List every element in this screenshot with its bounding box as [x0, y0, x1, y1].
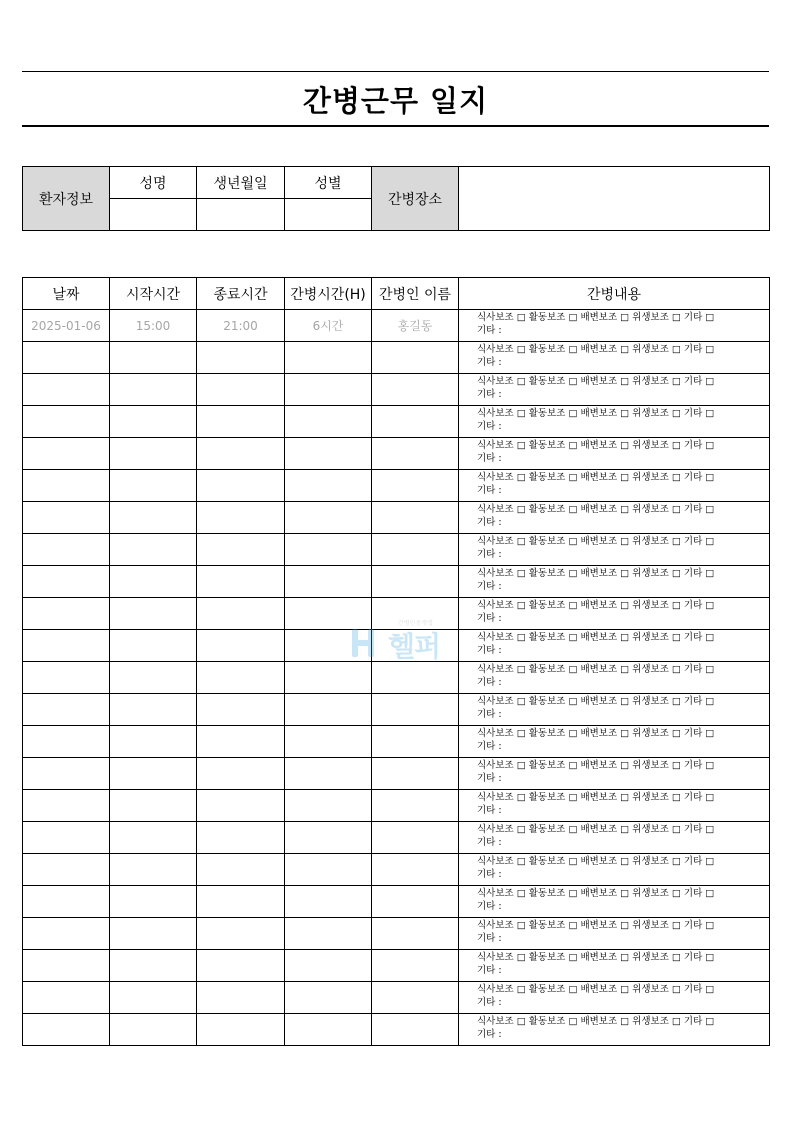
end-time-cell[interactable] — [197, 470, 285, 502]
care-content-cell[interactable] — [459, 726, 770, 758]
date-cell[interactable] — [23, 950, 110, 982]
other-note-label: 기타 : — [477, 357, 502, 368]
start-time-cell[interactable] — [110, 886, 197, 918]
watermark-text: 헬퍼 — [388, 630, 441, 663]
end-time-cell[interactable] — [197, 982, 285, 1014]
end-time-cell[interactable] — [197, 918, 285, 950]
date-cell[interactable] — [23, 406, 110, 438]
end-time-cell[interactable] — [197, 822, 285, 854]
care-content-cell[interactable] — [459, 758, 770, 790]
caregiver-name-cell[interactable] — [372, 406, 459, 438]
end-time-cell[interactable] — [197, 598, 285, 630]
care-content-cell[interactable] — [459, 438, 770, 470]
header-care-content: 간병내용 — [459, 278, 770, 310]
other-note-label: 기타 : — [477, 581, 502, 592]
header-start-time: 시작시간 — [110, 278, 197, 310]
care-hours-cell[interactable] — [285, 662, 372, 694]
start-time-cell[interactable] — [110, 598, 197, 630]
end-time-cell[interactable] — [197, 886, 285, 918]
end-time-cell[interactable] — [197, 566, 285, 598]
end-time-cell[interactable] — [197, 374, 285, 406]
caregiver-name-cell[interactable] — [372, 950, 459, 982]
caregiver-name-cell[interactable] — [372, 438, 459, 470]
care-content-cell[interactable] — [459, 374, 770, 406]
date-cell[interactable] — [23, 726, 110, 758]
helper-logo-icon — [352, 629, 376, 657]
gender-field[interactable] — [285, 199, 372, 231]
name-label: 성명 — [110, 167, 197, 199]
caregiver-name-cell[interactable] — [372, 662, 459, 694]
date-cell[interactable] — [23, 854, 110, 886]
other-note-label: 기타 : — [477, 677, 502, 688]
care-content-cell[interactable] — [459, 406, 770, 438]
patient-info-table — [22, 166, 770, 231]
start-time-cell[interactable] — [110, 470, 197, 502]
start-time-cell[interactable] — [110, 438, 197, 470]
date-cell[interactable] — [23, 566, 110, 598]
care-content-cell[interactable] — [459, 342, 770, 374]
date-cell[interactable] — [23, 822, 110, 854]
watermark-logo — [350, 617, 450, 661]
other-note-label: 기타 : — [477, 421, 502, 432]
start-time-cell[interactable] — [110, 534, 197, 566]
other-note-label: 기타 : — [477, 613, 502, 624]
date-cell[interactable] — [23, 374, 110, 406]
care-type-options[interactable]: 식사보조 □ 활동보조 □ 배변보조 □ 위생보조 □ 기타 □ — [477, 408, 715, 419]
start-time-cell[interactable] — [110, 502, 197, 534]
date-cell[interactable] — [23, 982, 110, 1014]
care-content-cell[interactable] — [459, 534, 770, 566]
care-type-options[interactable]: 식사보조 □ 활동보조 □ 배변보조 □ 위생보조 □ 기타 □ — [477, 696, 715, 707]
care-content-cell[interactable] — [459, 470, 770, 502]
log-row — [23, 310, 770, 342]
end-time-cell[interactable] — [197, 758, 285, 790]
title-bar — [22, 71, 769, 127]
other-note-label: 기타 : — [477, 645, 502, 656]
care-content-cell[interactable] — [459, 854, 770, 886]
care-hours-cell[interactable] — [285, 502, 372, 534]
other-note-label: 기타 : — [477, 997, 502, 1008]
date-cell[interactable] — [23, 662, 110, 694]
date-cell[interactable] — [23, 534, 110, 566]
watermark-caption: 간병인중개앱 — [398, 620, 433, 627]
start-time-cell[interactable] — [110, 918, 197, 950]
log-row — [23, 758, 770, 790]
date-cell[interactable]: 2025-01-06 — [23, 310, 110, 342]
date-cell[interactable] — [23, 502, 110, 534]
care-type-options[interactable]: 식사보조 □ 활동보조 □ 배변보조 □ 위생보조 □ 기타 □ — [477, 664, 715, 675]
caregiver-name-cell[interactable]: 홍길동 — [372, 310, 459, 342]
caregiver-name-cell[interactable] — [372, 886, 459, 918]
care-type-options[interactable]: 식사보조 □ 활동보조 □ 배변보조 □ 위생보조 □ 기타 □ — [477, 632, 715, 643]
log-row — [23, 534, 770, 566]
care-content-cell[interactable] — [459, 566, 770, 598]
end-time-cell[interactable]: 21:00 — [197, 310, 285, 342]
start-time-cell[interactable] — [110, 854, 197, 886]
care-hours-cell[interactable] — [285, 438, 372, 470]
caregiver-name-cell[interactable] — [372, 374, 459, 406]
caregiver-name-cell[interactable] — [372, 470, 459, 502]
other-note-label: 기타 : — [477, 517, 502, 528]
care-hours-cell[interactable] — [285, 566, 372, 598]
care-hours-cell[interactable] — [285, 758, 372, 790]
care-content-cell[interactable] — [459, 1014, 770, 1046]
log-row — [23, 342, 770, 374]
care-type-options[interactable]: 식사보조 □ 활동보조 □ 배변보조 □ 위생보조 □ 기타 □ — [477, 600, 715, 611]
end-time-cell[interactable] — [197, 534, 285, 566]
name-field[interactable] — [110, 199, 197, 231]
end-time-cell[interactable] — [197, 694, 285, 726]
care-hours-cell[interactable] — [285, 534, 372, 566]
care-hours-cell[interactable] — [285, 886, 372, 918]
caregiver-name-cell[interactable] — [372, 854, 459, 886]
other-note-label: 기타 : — [477, 325, 502, 336]
start-time-cell[interactable]: 15:00 — [110, 310, 197, 342]
start-time-cell[interactable] — [110, 982, 197, 1014]
date-cell[interactable] — [23, 886, 110, 918]
birth-field[interactable] — [197, 199, 285, 231]
log-row — [23, 854, 770, 886]
log-row — [23, 822, 770, 854]
care-hours-cell[interactable] — [285, 918, 372, 950]
start-time-cell[interactable] — [110, 1014, 197, 1046]
caregiver-name-cell[interactable] — [372, 566, 459, 598]
date-cell[interactable] — [23, 918, 110, 950]
start-time-cell[interactable] — [110, 694, 197, 726]
date-cell[interactable] — [23, 630, 110, 662]
other-note-label: 기타 : — [477, 709, 502, 720]
care-hours-cell[interactable] — [285, 950, 372, 982]
start-time-cell[interactable] — [110, 790, 197, 822]
care-type-options[interactable]: 식사보조 □ 활동보조 □ 배변보조 □ 위생보조 □ 기타 □ — [477, 792, 715, 803]
care-hours-cell[interactable] — [285, 790, 372, 822]
other-note-label: 기타 : — [477, 741, 502, 752]
start-time-cell[interactable] — [110, 662, 197, 694]
document-title: 간병근무 일지 — [302, 84, 489, 118]
header-care-hours: 간병시간(H) — [285, 278, 372, 310]
care-type-options[interactable]: 식사보조 □ 활동보조 □ 배변보조 □ 위생보조 □ 기타 □ — [477, 536, 715, 547]
care-hours-cell[interactable] — [285, 342, 372, 374]
patient-info-label: 환자정보 — [23, 167, 110, 231]
start-time-cell[interactable] — [110, 630, 197, 662]
header-end-time: 종료시간 — [197, 278, 285, 310]
log-header-row — [23, 278, 770, 310]
care-type-options[interactable]: 식사보조 □ 활동보조 □ 배변보조 □ 위생보조 □ 기타 □ — [477, 888, 715, 899]
end-time-cell[interactable] — [197, 1014, 285, 1046]
other-note-label: 기타 : — [477, 389, 502, 400]
care-content-cell[interactable] — [459, 982, 770, 1014]
care-type-options[interactable]: 식사보조 □ 활동보조 □ 배변보조 □ 위생보조 □ 기타 □ — [477, 472, 715, 483]
care-hours-cell[interactable] — [285, 406, 372, 438]
caregiver-name-cell[interactable] — [372, 982, 459, 1014]
end-time-cell[interactable] — [197, 438, 285, 470]
care-content-cell[interactable] — [459, 310, 770, 342]
other-note-label: 기타 : — [477, 485, 502, 496]
start-time-cell[interactable] — [110, 374, 197, 406]
end-time-cell[interactable] — [197, 406, 285, 438]
care-content-cell[interactable] — [459, 662, 770, 694]
header-caregiver-name: 간병인 이름 — [372, 278, 459, 310]
date-cell[interactable] — [23, 598, 110, 630]
care-hours-cell[interactable]: 6시간 — [285, 310, 372, 342]
caregiver-name-cell[interactable] — [372, 758, 459, 790]
start-time-cell[interactable] — [110, 822, 197, 854]
other-note-label: 기타 : — [477, 773, 502, 784]
log-row — [23, 982, 770, 1014]
date-cell[interactable] — [23, 694, 110, 726]
care-content-cell[interactable] — [459, 598, 770, 630]
end-time-cell[interactable] — [197, 662, 285, 694]
other-note-label: 기타 : — [477, 453, 502, 464]
start-time-cell[interactable] — [110, 342, 197, 374]
care-type-options[interactable]: 식사보조 □ 활동보조 □ 배변보조 □ 위생보조 □ 기타 □ — [477, 344, 715, 355]
care-type-options[interactable]: 식사보조 □ 활동보조 □ 배변보조 □ 위생보조 □ 기타 □ — [477, 1016, 715, 1027]
care-hours-cell[interactable] — [285, 1014, 372, 1046]
care-type-options[interactable]: 식사보조 □ 활동보조 □ 배변보조 □ 위생보조 □ 기타 □ — [477, 728, 715, 739]
care-hours-cell[interactable] — [285, 854, 372, 886]
log-row — [23, 566, 770, 598]
care-content-cell[interactable] — [459, 886, 770, 918]
caregiver-name-cell[interactable] — [372, 502, 459, 534]
log-row — [23, 918, 770, 950]
log-row — [23, 950, 770, 982]
end-time-cell[interactable] — [197, 342, 285, 374]
caregiver-name-cell[interactable] — [372, 822, 459, 854]
other-note-label: 기타 : — [477, 805, 502, 816]
log-row — [23, 1014, 770, 1046]
date-cell[interactable] — [23, 790, 110, 822]
caregiver-name-cell[interactable] — [372, 726, 459, 758]
date-cell[interactable] — [23, 470, 110, 502]
care-content-cell[interactable] — [459, 790, 770, 822]
care-place-field[interactable] — [459, 167, 770, 231]
start-time-cell[interactable] — [110, 758, 197, 790]
care-content-cell[interactable] — [459, 822, 770, 854]
care-content-cell[interactable] — [459, 918, 770, 950]
other-note-label: 기타 : — [477, 549, 502, 560]
caregiver-name-cell[interactable] — [372, 790, 459, 822]
other-note-label: 기타 : — [477, 1029, 502, 1040]
end-time-cell[interactable] — [197, 790, 285, 822]
caregiver-name-cell[interactable] — [372, 342, 459, 374]
other-note-label: 기타 : — [477, 837, 502, 848]
gender-label: 성별 — [285, 167, 372, 199]
care-hours-cell[interactable] — [285, 694, 372, 726]
caregiver-name-cell[interactable] — [372, 1014, 459, 1046]
start-time-cell[interactable] — [110, 950, 197, 982]
end-time-cell[interactable] — [197, 726, 285, 758]
care-type-options[interactable]: 식사보조 □ 활동보조 □ 배변보조 □ 위생보조 □ 기타 □ — [477, 984, 715, 995]
care-content-cell[interactable] — [459, 694, 770, 726]
care-hours-cell[interactable] — [285, 470, 372, 502]
log-row — [23, 694, 770, 726]
log-row — [23, 662, 770, 694]
care-type-options[interactable]: 식사보조 □ 활동보조 □ 배변보조 □ 위생보조 □ 기타 □ — [477, 824, 715, 835]
care-type-options[interactable]: 식사보조 □ 활동보조 □ 배변보조 □ 위생보조 □ 기타 □ — [477, 504, 715, 515]
header-date: 날짜 — [23, 278, 110, 310]
care-content-cell[interactable] — [459, 630, 770, 662]
care-content-cell[interactable] — [459, 502, 770, 534]
care-type-options[interactable]: 식사보조 □ 활동보조 □ 배변보조 □ 위생보조 □ 기타 □ — [477, 760, 715, 771]
caregiver-name-cell[interactable] — [372, 694, 459, 726]
log-row — [23, 726, 770, 758]
log-row — [23, 502, 770, 534]
end-time-cell[interactable] — [197, 950, 285, 982]
end-time-cell[interactable] — [197, 630, 285, 662]
date-cell[interactable] — [23, 758, 110, 790]
care-place-label: 간병장소 — [372, 167, 459, 231]
care-type-options[interactable]: 식사보조 □ 활동보조 □ 배변보조 □ 위생보조 □ 기타 □ — [477, 440, 715, 451]
care-type-options[interactable]: 식사보조 □ 활동보조 □ 배변보조 □ 위생보조 □ 기타 □ — [477, 312, 715, 323]
care-content-cell[interactable] — [459, 950, 770, 982]
start-time-cell[interactable] — [110, 566, 197, 598]
other-note-label: 기타 : — [477, 869, 502, 880]
other-note-label: 기타 : — [477, 933, 502, 944]
date-cell[interactable] — [23, 438, 110, 470]
care-hours-cell[interactable] — [285, 982, 372, 1014]
care-type-options[interactable]: 식사보조 □ 활동보조 □ 배변보조 □ 위생보조 □ 기타 □ — [477, 376, 715, 387]
other-note-label: 기타 : — [477, 965, 502, 976]
care-hours-cell[interactable] — [285, 374, 372, 406]
care-type-options[interactable]: 식사보조 □ 활동보조 □ 배변보조 □ 위생보조 □ 기타 □ — [477, 952, 715, 963]
log-row — [23, 438, 770, 470]
log-row — [23, 470, 770, 502]
caregiver-name-cell[interactable] — [372, 918, 459, 950]
other-note-label: 기타 : — [477, 901, 502, 912]
care-hours-cell[interactable] — [285, 726, 372, 758]
care-type-options[interactable]: 식사보조 □ 활동보조 □ 배변보조 □ 위생보조 □ 기타 □ — [477, 920, 715, 931]
care-hours-cell[interactable] — [285, 822, 372, 854]
end-time-cell[interactable] — [197, 502, 285, 534]
end-time-cell[interactable] — [197, 854, 285, 886]
care-type-options[interactable]: 식사보조 □ 활동보조 □ 배변보조 □ 위생보조 □ 기타 □ — [477, 856, 715, 867]
start-time-cell[interactable] — [110, 726, 197, 758]
log-row — [23, 886, 770, 918]
log-row — [23, 790, 770, 822]
log-row — [23, 374, 770, 406]
caregiver-name-cell[interactable] — [372, 534, 459, 566]
date-cell[interactable] — [23, 1014, 110, 1046]
log-row — [23, 406, 770, 438]
start-time-cell[interactable] — [110, 406, 197, 438]
care-type-options[interactable]: 식사보조 □ 활동보조 □ 배변보조 □ 위생보조 □ 기타 □ — [477, 568, 715, 579]
date-cell[interactable] — [23, 342, 110, 374]
birth-label: 생년월일 — [197, 167, 285, 199]
